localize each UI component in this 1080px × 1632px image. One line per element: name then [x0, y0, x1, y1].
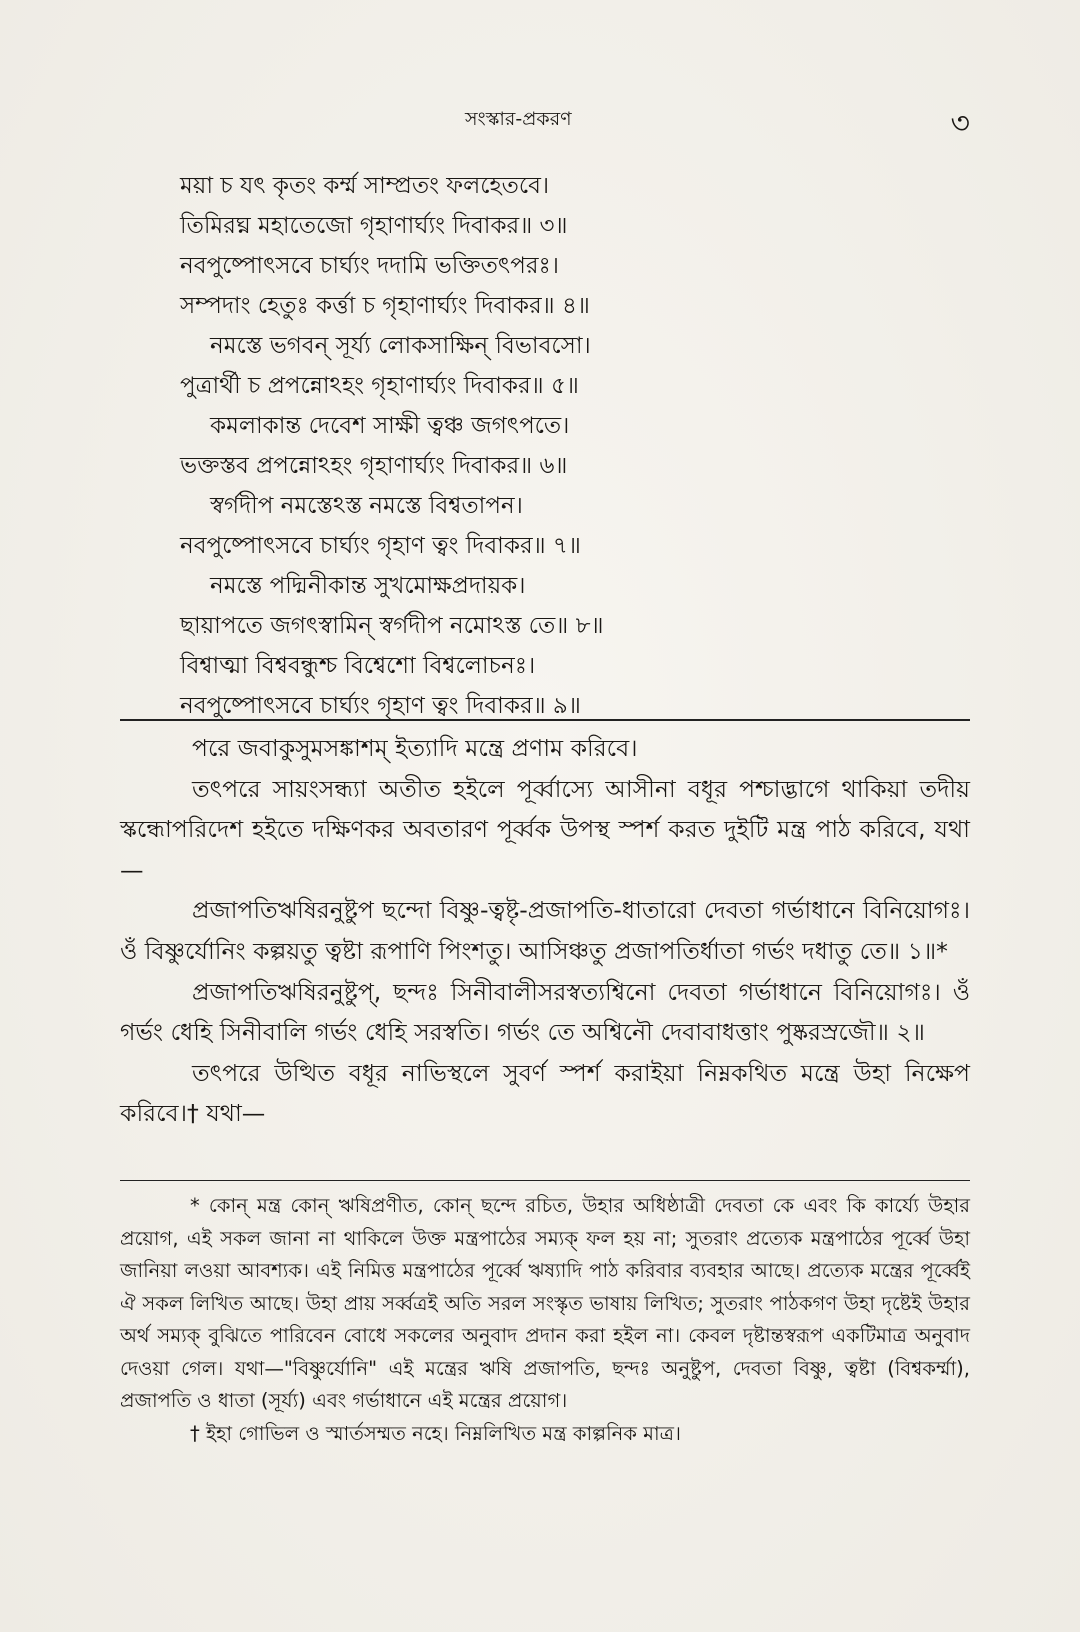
verse-line: পুত্রার্থী চ প্রপন্নোঽহং গৃহাণার্ঘ্যং দিবাকর॥ ৫॥: [180, 373, 579, 399]
verse-line: নবপুষ্পোৎসবে চার্ঘ্যং গৃহাণ ত্বং দিবাকর॥ ৯॥: [180, 693, 581, 719]
verse-line: স্বর্গদীপ নমস্তেঽস্ত নমস্তে বিশ্বতাপন।: [210, 493, 523, 519]
page-header: [120, 105, 970, 141]
body-paragraph: তৎপরে উত্থিত বধূর নাভিস্থলে সুবর্ণ স্পর্শ করাইয়া নিম্নকথিত মন্ত্রে উহা নিক্ষেপ করিবে।† যথা—: [120, 1058, 970, 1128]
verse-line: ভক্তস্তব প্রপন্নোঽহং গৃহাণার্ঘ্যং দিবাকর॥ ৬॥: [180, 453, 568, 479]
body-paragraph: প্রজাপতিঋষিরনুষ্টুপ ছন্দো বিষ্ণু-ত্বষ্টৃ-প্রজাপতি-ধাতারো দেবতা গর্ভাধানে বিনিয়োগঃ। ওঁ বিষ্ণুর্যোনিং কল্পয়তু ত্বষ্টা রূপাণি পিংশতু। আসিঞ্চতু প্রজাপতির্ধাতা গর্ভং দধাতু তে॥ ১॥*: [120, 896, 970, 965]
body-paragraph: প্রজাপতিঋষিরনুষ্টুপ্, ছন্দঃ সিনীবালীসরস্বত্যশ্বিনো দেবতা গর্ভাধানে বিনিয়োগঃ। ওঁ গর্ভং ধেহি সিনীবালি গর্ভং ধেহি সরস্বতি। গর্ভং তে অশ্বিনৌ দেবাবাধত্তাং পুষ্করস্রজৌ॥ ২॥: [120, 977, 970, 1047]
verse-line: তিমিরঘ্ন মহাতেজো গৃহাণার্ঘ্যং দিবাকর॥ ৩॥: [180, 213, 568, 239]
running-head: সংস্কার-প্রকরণ: [465, 108, 572, 130]
verse-line: সম্পদাং হেতুঃ কর্ত্তা চ গৃহাণার্ঘ্যং দিবাকর॥ ৪॥: [180, 293, 590, 319]
verse-line: নবপুষ্পোৎসবে চার্ঘ্যং গৃহাণ ত্বং দিবাকর॥ ৭॥: [180, 533, 581, 559]
body-paragraph: পরে জবাকুসুমসঙ্কাশম্ ইত্যাদি মন্ত্রে প্রণাম করিবে।: [192, 734, 638, 762]
verse-line: ময়া চ যৎ কৃতং কর্ম্ম সাম্প্রতং ফলহেতবে।: [180, 173, 550, 199]
body-text: [120, 728, 970, 1134]
verse-line: ছায়াপতে জগৎস্বামিন্ স্বর্গদীপ নমোঽস্ত তে॥ ৮॥: [180, 613, 604, 639]
verse-line: নবপুষ্পোৎসবে চার্ঘ্যং দদামি ভক্তিতৎপরঃ।: [180, 253, 559, 279]
section-divider: [120, 719, 970, 721]
footnote: * কোন্ মন্ত্র কোন্ ঋষিপ্রণীত, কোন্ ছন্দে রচিত, উহার অধিষ্ঠাত্রী দেবতা কে এবং কি কার্য্যে উহার প্রয়োগ, এই সকল জানা না থাকিলে উক্ত মন্ত্রপাঠের সম্যক্ ফল হয় না; সুতরাং প্রত্যেক মন্ত্রপাঠের পূর্ব্বে উহা জানিয়া লওয়া আবশ্যক। এই নিমিত্ত মন্ত্রপাঠের পূর্ব্বে ঋষ্যাদি পাঠ করিবার ব্যবহার আছে। প্রত্যেক মন্ত্রের পূর্ব্বেই ঐ সকল লিখিত আছে। উহা প্রায় সর্ব্বত্রই অতি সরল সংস্কৃত ভাষায় লিখিত; সুতরাং পাঠকগণ উহা দৃষ্টেই উহার অর্থ সম্যক্ বুঝিতে পারিবেন বোধে সকলের অনুবাদ প্রদান করা হইল না। কেবল দৃষ্টান্তস্বরূপ একটিমাত্র অনুবাদ দেওয়া গেল। যথা—"বিষ্ণুর্যোনি" এই মন্ত্রের ঋষি প্রজাপতি, ছন্দঃ অনুষ্টুপ, দেবতা বিষ্ণু, ত্বষ্টা (বিশ্বকর্ম্মা), প্রজাপতি ও ধাতা (সূর্য্য) এবং গর্ভাধানে এই মন্ত্রের প্রয়োগ।: [120, 1194, 970, 1412]
footnote: † ইহা গোভিল ও স্মার্তসম্মত নহে। নিম্নলিখিত মন্ত্র কাল্পনিক মাত্র।: [190, 1421, 681, 1445]
verse-line: নমস্তে পদ্মিনীকান্ত সুখমোক্ষপ্রদায়ক।: [210, 573, 526, 599]
footnotes: [120, 1190, 970, 1450]
page-number: ৩: [950, 106, 970, 141]
verse-line: বিশ্বাত্মা বিশ্ববন্ধুশ্চ বিশ্বেশো বিশ্বলোচনঃ।: [180, 653, 536, 679]
verse-line: কমলাকান্ত দেবেশ সাক্ষী ত্বঞ্চ জগৎপতে।: [210, 413, 570, 439]
footnote-divider: [120, 1180, 970, 1181]
body-paragraph: তৎপরে সায়ংসন্ধ্যা অতীত হইলে পূর্ব্বাস্যে আসীনা বধূর পশ্চাদ্ভাগে থাকিয়া তদীয় স্কন্ধোপরিদেশ হইতে দক্ষিণকর অবতারণ পূর্ব্বক উপস্থ স্পর্শ করত দুইটি মন্ত্র পাঠ করিবে, যথা—: [120, 774, 970, 884]
verse-line: নমস্তে ভগবন্ সূর্য্য লোকসাক্ষিন্ বিভাবসো।: [210, 333, 591, 359]
verse-block: [180, 166, 980, 726]
